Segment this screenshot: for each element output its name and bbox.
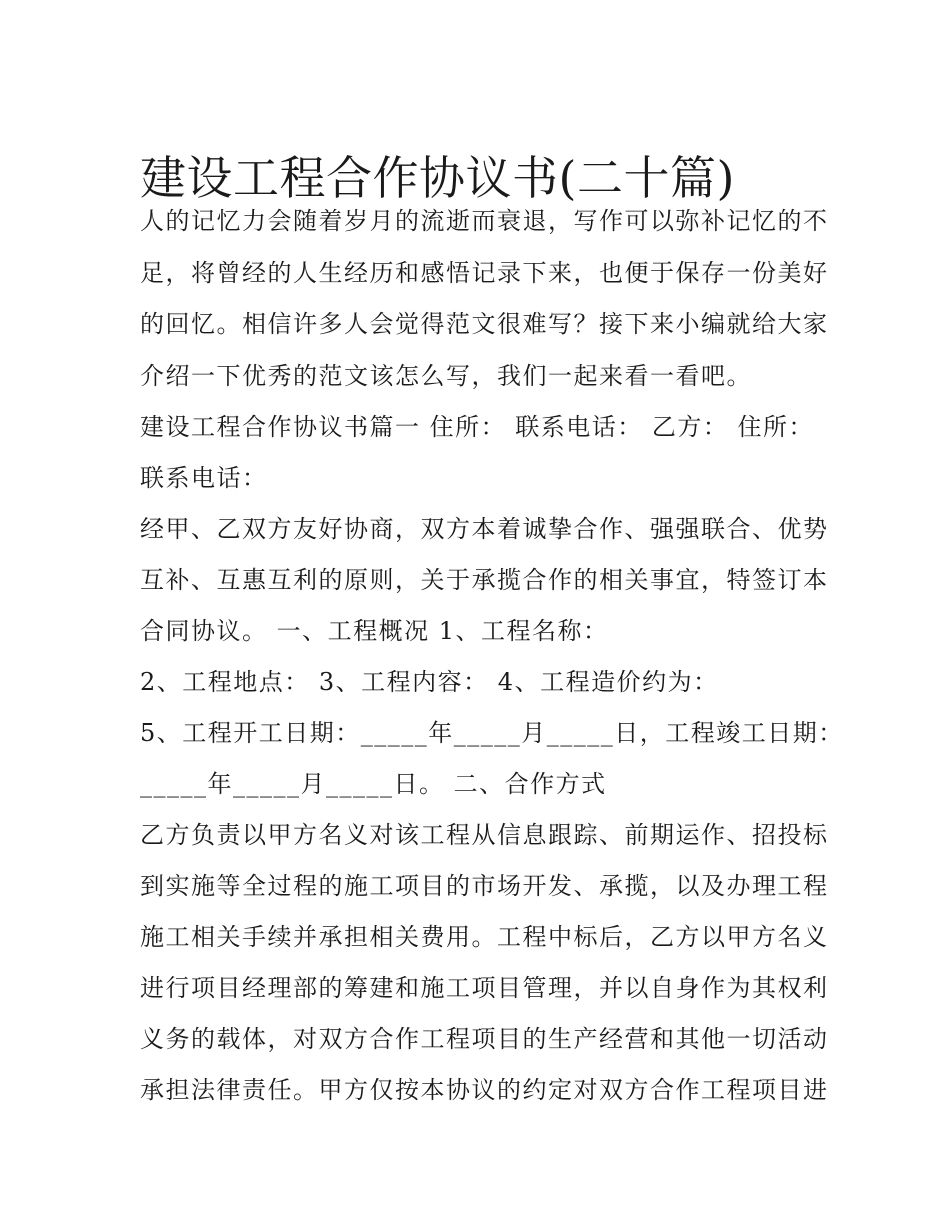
body-line: 乙方负责以甲方名义对该工程从信息跟踪、前期运作、招投标: [140, 821, 829, 849]
body-line: 2、工程地点： 3、工程内容： 4、工程造价约为：: [140, 668, 719, 696]
body-line: 互补、互惠互利的原则，关于承揽合作的相关事宜，特签订本: [140, 566, 829, 594]
body-line: 义务的载体，对双方合作工程项目的生产经营和其他一切活动: [140, 1025, 829, 1053]
body-line: 足，将曾经的人生经历和感悟记录下来，也便于保存一份美好: [140, 259, 829, 287]
body-line: 到实施等全过程的施工项目的市场开发、承揽，以及办理工程: [140, 872, 829, 900]
body-line: _____年_____月_____日。 二、合作方式: [140, 770, 607, 798]
body-line: 5、工程开工日期：_____年_____月_____日，工程竣工日期：: [140, 719, 844, 747]
body-line: 合同协议。 一、工程概况 1、工程名称：: [140, 617, 609, 645]
body-line: 介绍一下优秀的范文该怎么写，我们一起来看一看吧。: [140, 362, 752, 390]
document-title: 建设工程合作协议书(二十篇): [140, 150, 735, 205]
body-line: 施工相关手续并承担相关费用。工程中标后，乙方以甲方名义: [140, 923, 829, 951]
body-line: 联系电话：: [140, 464, 268, 492]
body-line: 人的记忆力会随着岁月的流逝而衰退，写作可以弥补记忆的不: [140, 207, 829, 235]
body-line: 经甲、乙双方友好协商，双方本着诚挚合作、强强联合、优势: [140, 515, 829, 543]
body-line: 建设工程合作协议书篇一 住所： 联系电话： 乙方： 住所：: [140, 413, 815, 441]
body-line: 进行项目经理部的筹建和施工项目管理，并以自身作为其权利: [140, 974, 829, 1002]
body-line: 承担法律责任。甲方仅按本协议的约定对双方合作工程项目进: [140, 1076, 829, 1104]
body-line: 的回忆。相信许多人会觉得范文很难写？接下来小编就给大家: [140, 310, 829, 338]
